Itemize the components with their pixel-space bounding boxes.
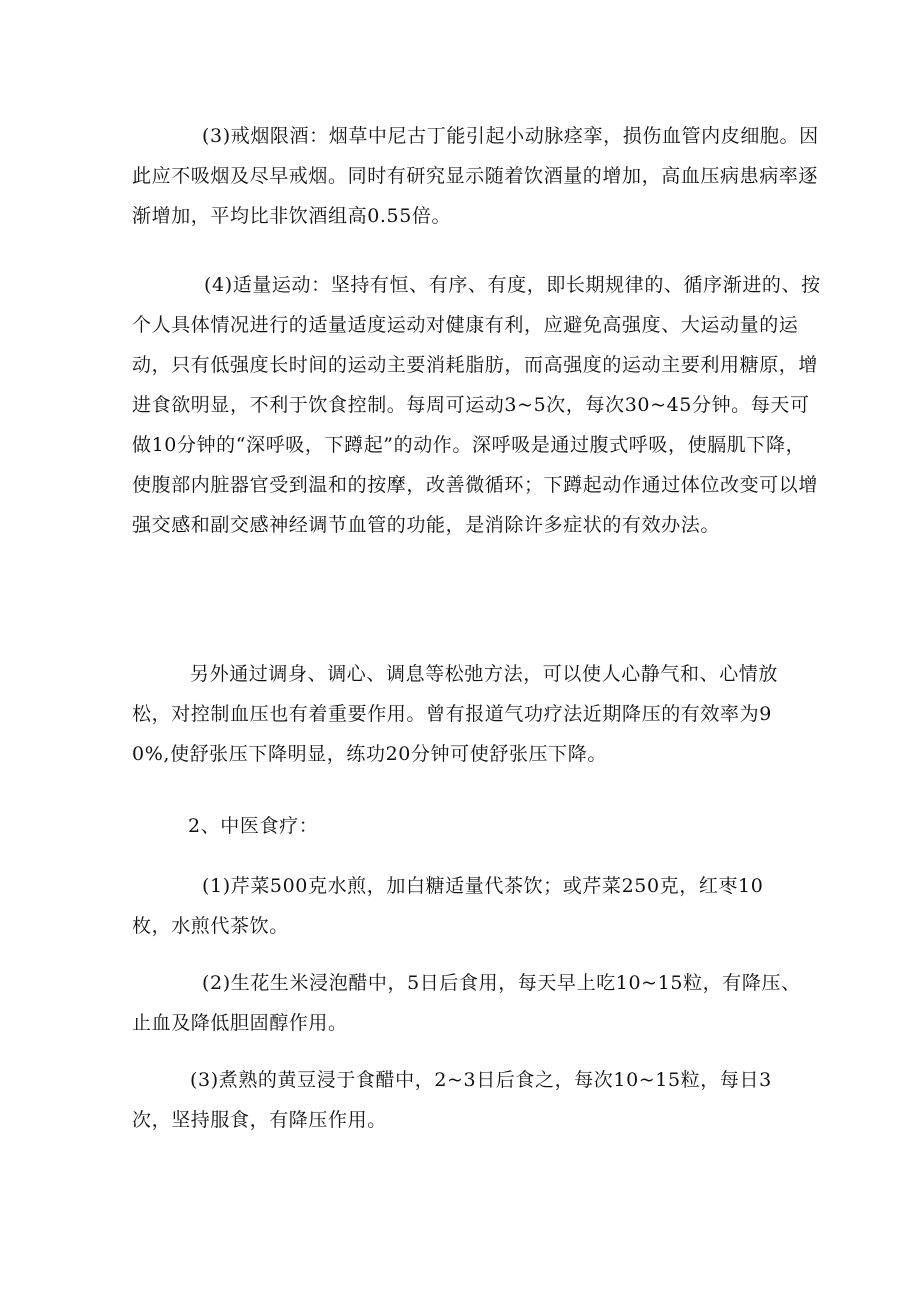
paragraph-moderate-exercise: (4)适量运动：坚持有恒、有序、有度，即长期规律的、循序渐进的、按个人具体情况进行的适量适度运动对健康有利，应避免高强度、大运动量的运动，只有低强度长时间的运动主要消耗脂肪，而高强度的运动主要利用糖原，增进食欲明显，不利于饮食控制。每周可运动3~5次，每次30~45分钟。每天可做10分钟的“深呼吸，下蹲起”的动作。深呼吸是通过腹式呼吸，使膈肌下降，使腹部内脏器官受到温和的按摩，改善微循环；下蹲起动作通过体位改变可以增强交感和副交感神经调节血管的功能，是消除许多症状的有效办法。	[132, 274, 821, 536]
paragraph-soybean-vinegar-remedy: (3)煮熟的黄豆浸于食醋中，2~3日后食之，每次10~15粒，每日3次，坚持服食，有降压作用。	[132, 1069, 772, 1131]
paragraph-relaxation-methods: 另外通过调身、调心、调息等松弛方法，可以使人心静气和、心情放松，对控制血压也有着重要作用。曾有报道气功疗法近期降压的有效率为90%,使舒张压下降明显，练功20分钟可使舒张压下降。	[132, 663, 779, 765]
paragraph-quit-smoking-limit-alcohol: (3)戒烟限酒：烟草中尼古丁能引起小动脉痉挛，损伤血管内皮细胞。因此应不吸烟及尽早戒烟。同时有研究显示随着饮酒量的增加，高血压病患病率逐渐增加，平均比非饮酒组高0.55倍。	[132, 125, 819, 227]
paragraph-celery-remedy: (1)芹菜500克水煎，加白糖适量代茶饮；或芹菜250克，红枣10枚，水煎代茶饮。	[132, 875, 764, 937]
section-heading-tcm-diet: 2、中医食疗：	[188, 815, 319, 837]
paragraph-peanut-vinegar-remedy: (2)生花生米浸泡醋中，5日后食用，每天早上吃10~15粒，有降压、止血及降低胆固醇作用。	[132, 972, 801, 1034]
